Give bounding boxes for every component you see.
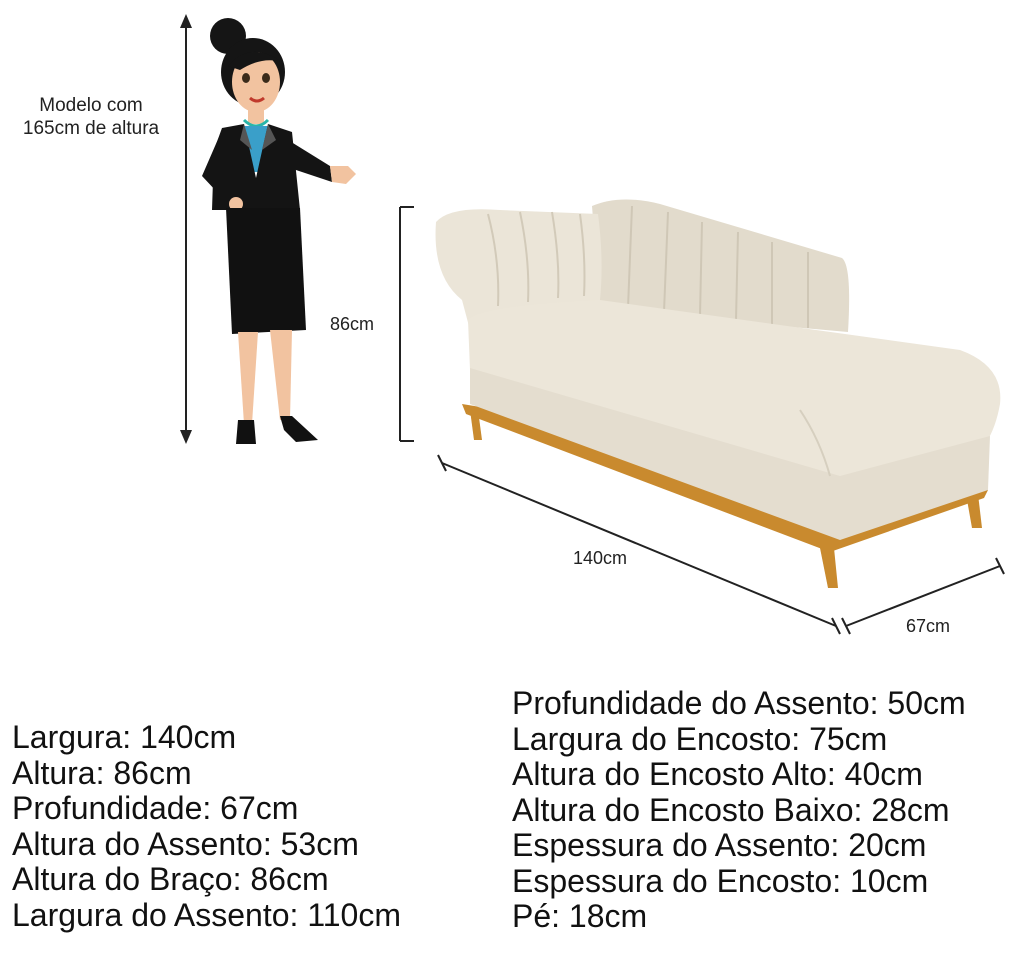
chaise-height-bracket [400,207,414,441]
model-height-arrow [180,14,192,444]
model-figure [202,18,356,444]
spec-item: Altura do Encosto Baixo: 28cm [512,791,950,828]
model-label-line1: Modelo com [39,95,143,116]
depth-dimension-label: 67cm [906,616,951,636]
spec-item: Altura do Assento: 53cm [12,825,359,862]
spec-item: Altura: 86cm [12,754,192,791]
spec-item: Espessura do Encosto: 10cm [512,862,929,899]
chaise-lounge [436,199,1001,588]
height-dimension-label: 86cm [330,314,375,334]
spec-item: Largura: 140cm [12,719,237,755]
specs-list-left [12,720,401,933]
specs-list-right [512,686,966,935]
spec-item: Altura do Encosto Alto: 40cm [512,756,923,792]
spec-item: Profundidade do Assento: 50cm [512,685,966,721]
spec-item: Profundidade: 67cm [12,790,299,826]
spec-item: Largura do Assento: 110cm [12,896,401,933]
spec-item: Espessura do Assento: 20cm [512,827,927,863]
spec-item: Pé: 18cm [512,898,648,934]
model-label-line2: 165cm de altura [22,118,160,139]
model-height-label [0,94,182,140]
width-dimension-label: 140cm [573,548,628,568]
spec-item: Altura do Braço: 86cm [12,861,329,897]
spec-item: Largura do Encosto: 75cm [512,720,888,757]
